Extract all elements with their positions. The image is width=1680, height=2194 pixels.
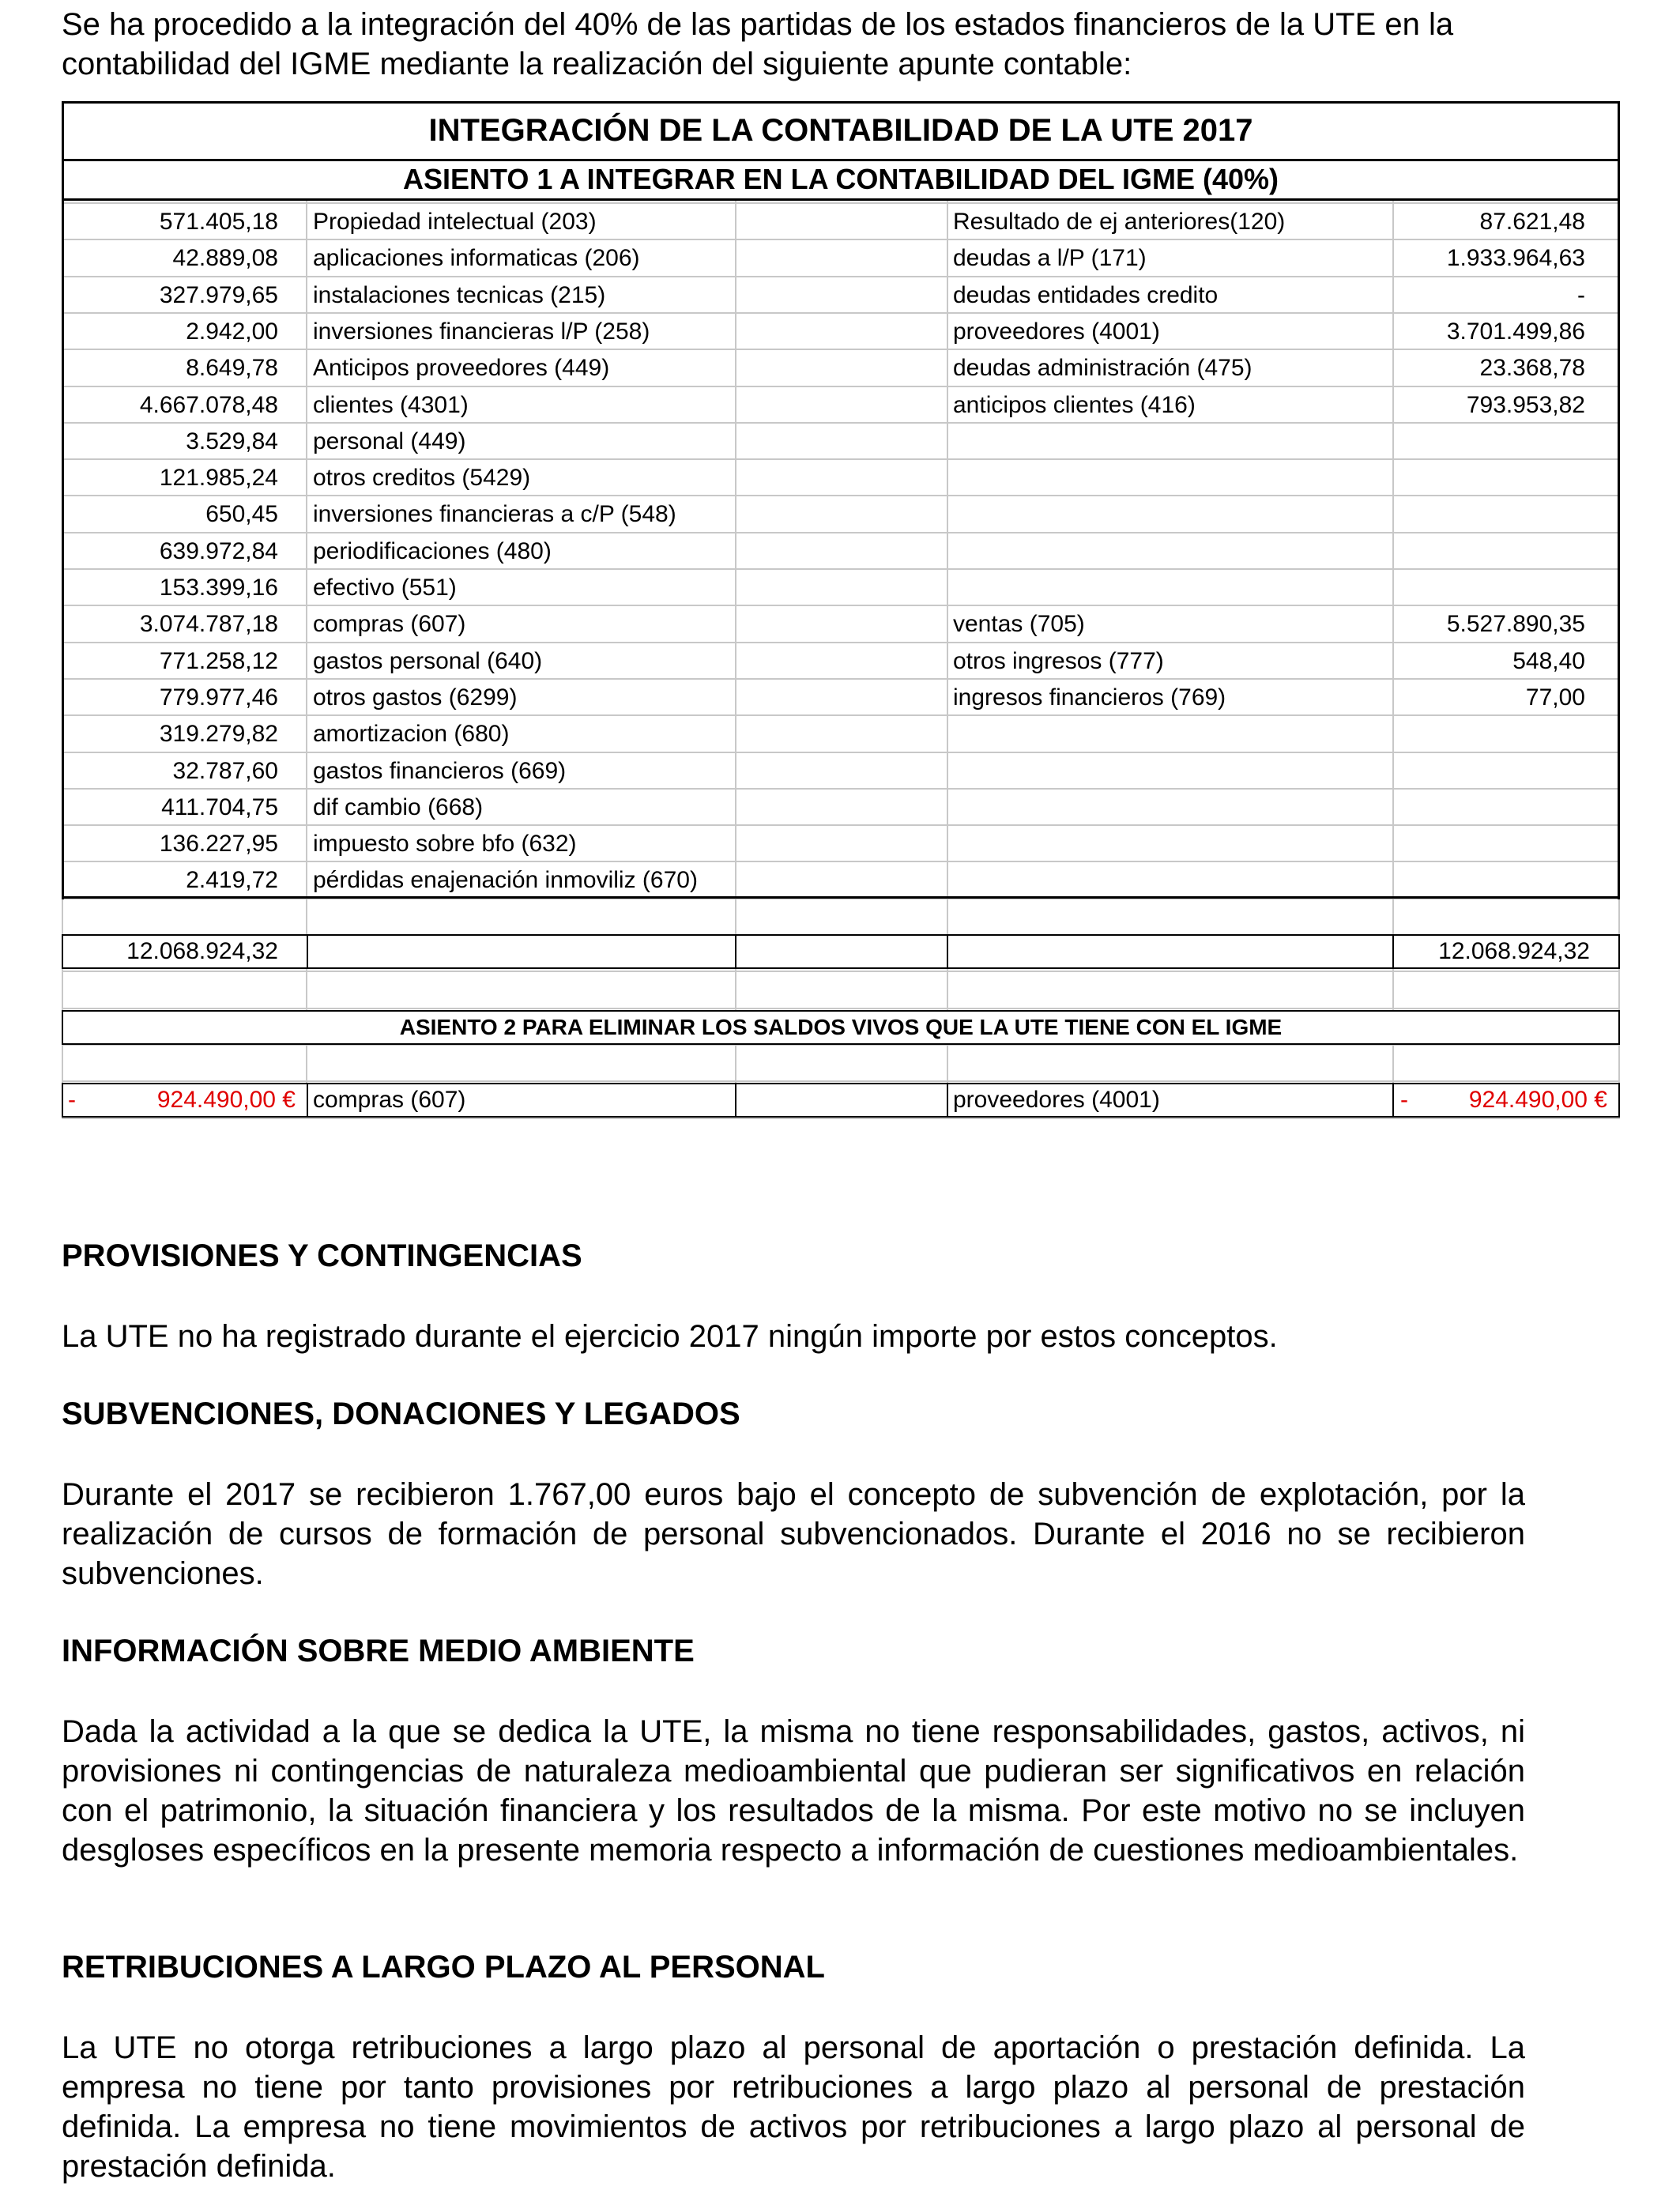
debit-account: gastos financieros (669) — [313, 757, 567, 784]
table-left-border — [62, 161, 64, 899]
debit-account: Anticipos proveedores (449) — [313, 355, 610, 382]
debit-account: Propiedad intelectual (203) — [313, 209, 597, 235]
table-row — [0, 496, 1680, 533]
debit-amount: 650,45 — [205, 501, 278, 528]
table-row — [0, 424, 1680, 460]
section-heading-retribuciones: RETRIBUCIONES A LARGO PLAZO AL PERSONAL — [62, 1950, 825, 1985]
debit-account: personal (449) — [313, 428, 466, 454]
debit-amount: 8.649,78 — [186, 355, 278, 382]
debit-account: compras (607) — [313, 611, 466, 638]
credit-account: deudas administración (475) — [953, 355, 1252, 382]
section-text-medio-ambiente: Dada la actividad a la que se dedica la UTE, la misma no tiene responsabilidades, gastos, activos, ni provisiones ni contingencias de naturaleza medioambiental que pudieran ser significativos en relación con el patrimonio, la situación financiera y los resultados de la misma. Por este motivo no se incluyen desgloses específicos en la presente memoria respecto a información de cuestiones medioambientales. — [62, 1714, 1525, 1868]
debit-account: efectivo (551) — [313, 575, 457, 601]
asiento2-label-left: compras (607) — [307, 1083, 736, 1118]
debit-amount: 4.667.078,48 — [139, 391, 278, 418]
credit-account: otros ingresos (777) — [953, 647, 1164, 674]
debit-account: amortizacion (680) — [313, 721, 510, 748]
table-right-border — [1618, 161, 1620, 899]
debit-amount: 571.405,18 — [159, 209, 278, 235]
section-text-subvenciones: Durante el 2017 se recibieron 1.767,00 euros bajo el concepto de subvención de explotación, por la realización de cursos de formación de personal subvencionados. Durante el 2016 no se recibieron subvenciones. — [62, 1477, 1525, 1591]
debit-account: periodificaciones (480) — [313, 537, 552, 564]
debit-account: instalaciones tecnicas (215) — [313, 281, 606, 308]
table-title: INTEGRACIÓN DE LA CONTABILIDAD DE LA UTE 2017 — [428, 113, 1253, 148]
debit-amount: 32.787,60 — [172, 757, 278, 784]
debit-account: otros gastos (6299) — [313, 684, 518, 711]
credit-account: anticipos clientes (416) — [953, 391, 1196, 418]
credit-account: deudas entidades credito — [953, 281, 1219, 308]
table-row — [0, 387, 1680, 424]
debit-account: inversiones financieras l/P (258) — [313, 318, 650, 345]
credit-account: ingresos financieros (769) — [953, 684, 1226, 711]
total-empty-1 — [307, 934, 736, 969]
section-heading-medio-ambiente: INFORMACIÓN SOBRE MEDIO AMBIENTE — [62, 1634, 695, 1668]
debit-account: aplicaciones informaticas (206) — [313, 245, 640, 272]
asiento2-amount-right: 924.490,00 € — [1468, 1087, 1607, 1113]
debit-account: dif cambio (668) — [313, 794, 484, 820]
section-text-retribuciones: La UTE no otorga retribuciones a largo plazo al personal de aportación o prestación definida. La empresa no tiene por tanto provisiones por retribuciones a largo plazo al personal de prestación definida. La empresa no tiene movimientos de activos por retribuciones a largo plazo al personal de prestación definida. — [62, 2030, 1525, 2184]
credit-account: ventas (705) — [953, 611, 1085, 638]
credit-amount: 548,40 — [1512, 647, 1585, 674]
table-row — [0, 277, 1680, 314]
debit-amount: 136.227,95 — [159, 831, 278, 858]
total-right: 12.068.924,32 — [1392, 934, 1620, 969]
table-row — [0, 240, 1680, 277]
table-row — [0, 460, 1680, 496]
debit-amount: 3.529,84 — [186, 428, 278, 454]
debit-account: impuesto sobre bfo (632) — [313, 831, 577, 858]
debit-amount: 2.419,72 — [186, 867, 278, 894]
debit-amount: 639.972,84 — [159, 537, 278, 564]
credit-amount: 1.933.964,63 — [1446, 245, 1585, 272]
table-row — [0, 570, 1680, 606]
section-heading-provisiones: PROVISIONES Y CONTINGENCIAS — [62, 1238, 582, 1273]
table-row — [0, 716, 1680, 752]
table-subtitle: ASIENTO 1 A INTEGRAR EN LA CONTABILIDAD DEL IGME (40%) — [402, 163, 1279, 195]
table-bottom-border — [62, 896, 1620, 899]
asiento2-title: ASIENTO 2 PARA ELIMINAR LOS SALDOS VIVOS QUE LA UTE TIENE CON EL IGME — [62, 1010, 1620, 1045]
credit-amount: 23.368,78 — [1479, 355, 1585, 382]
intro-paragraph: Se ha procedido a la integración del 40% de las partidas de los estados financieros de la UTE en la contabilidad del IGME mediante la realización del siguiente apunte contable: — [62, 7, 1454, 81]
debit-amount: 2.942,00 — [186, 318, 278, 345]
table-row — [0, 862, 1680, 899]
credit-amount: - — [1577, 281, 1585, 308]
asiento2-label-right: proveedores (4001) — [947, 1083, 1394, 1118]
credit-account: proveedores (4001) — [953, 318, 1160, 345]
asiento2-sign-left: - — [68, 1087, 76, 1113]
debit-account: inversiones financieras a c/P (548) — [313, 501, 676, 528]
section-text-provisiones: La UTE no ha registrado durante el ejercicio 2017 ningún importe por estos conceptos. — [62, 1319, 1278, 1354]
credit-account: deudas a l/P (171) — [953, 245, 1147, 272]
table-row — [0, 350, 1680, 386]
total-empty-3 — [947, 934, 1394, 969]
debit-account: otros creditos (5429) — [313, 465, 531, 492]
table-row — [0, 204, 1680, 240]
credit-amount: 3.701.499,86 — [1446, 318, 1585, 345]
asiento2-amount-left: 924.490,00 € — [156, 1087, 296, 1113]
debit-amount: 771.258,12 — [159, 647, 278, 674]
table-row — [0, 314, 1680, 350]
credit-amount: 793.953,82 — [1466, 391, 1585, 418]
debit-amount: 153.399,16 — [159, 575, 278, 601]
table-row — [0, 533, 1680, 570]
credit-amount: 87.621,48 — [1479, 209, 1585, 235]
asiento2-sign-right: - — [1400, 1087, 1408, 1113]
debit-amount: 327.979,65 — [159, 281, 278, 308]
debit-account: pérdidas enajenación inmoviliz (670) — [313, 867, 698, 894]
table-row — [0, 826, 1680, 862]
credit-account: Resultado de ej anteriores(120) — [953, 209, 1286, 235]
debit-amount: 121.985,24 — [159, 465, 278, 492]
table-row — [0, 753, 1680, 790]
asiento2-amount-left-cell — [62, 1083, 308, 1118]
credit-amount: 77,00 — [1525, 684, 1585, 711]
debit-amount: 779.977,46 — [159, 684, 278, 711]
table-row — [0, 606, 1680, 643]
total-left: 12.068.924,32 — [62, 934, 308, 969]
total-empty-2 — [735, 934, 948, 969]
asiento2-empty — [735, 1083, 948, 1118]
asiento2-amount-right-cell — [1392, 1083, 1620, 1118]
debit-amount: 3.074.787,18 — [139, 611, 278, 638]
section-heading-subvenciones: SUBVENCIONES, DONACIONES Y LEGADOS — [62, 1397, 740, 1431]
debit-amount: 42.889,08 — [172, 245, 278, 272]
debit-amount: 411.704,75 — [161, 794, 278, 820]
debit-amount: 319.279,82 — [159, 721, 278, 748]
table-row — [0, 643, 1680, 680]
debit-account: gastos personal (640) — [313, 647, 543, 674]
table-row — [0, 790, 1680, 826]
table-row — [0, 680, 1680, 716]
debit-account: clientes (4301) — [313, 391, 469, 418]
credit-amount: 5.527.890,35 — [1446, 611, 1585, 638]
